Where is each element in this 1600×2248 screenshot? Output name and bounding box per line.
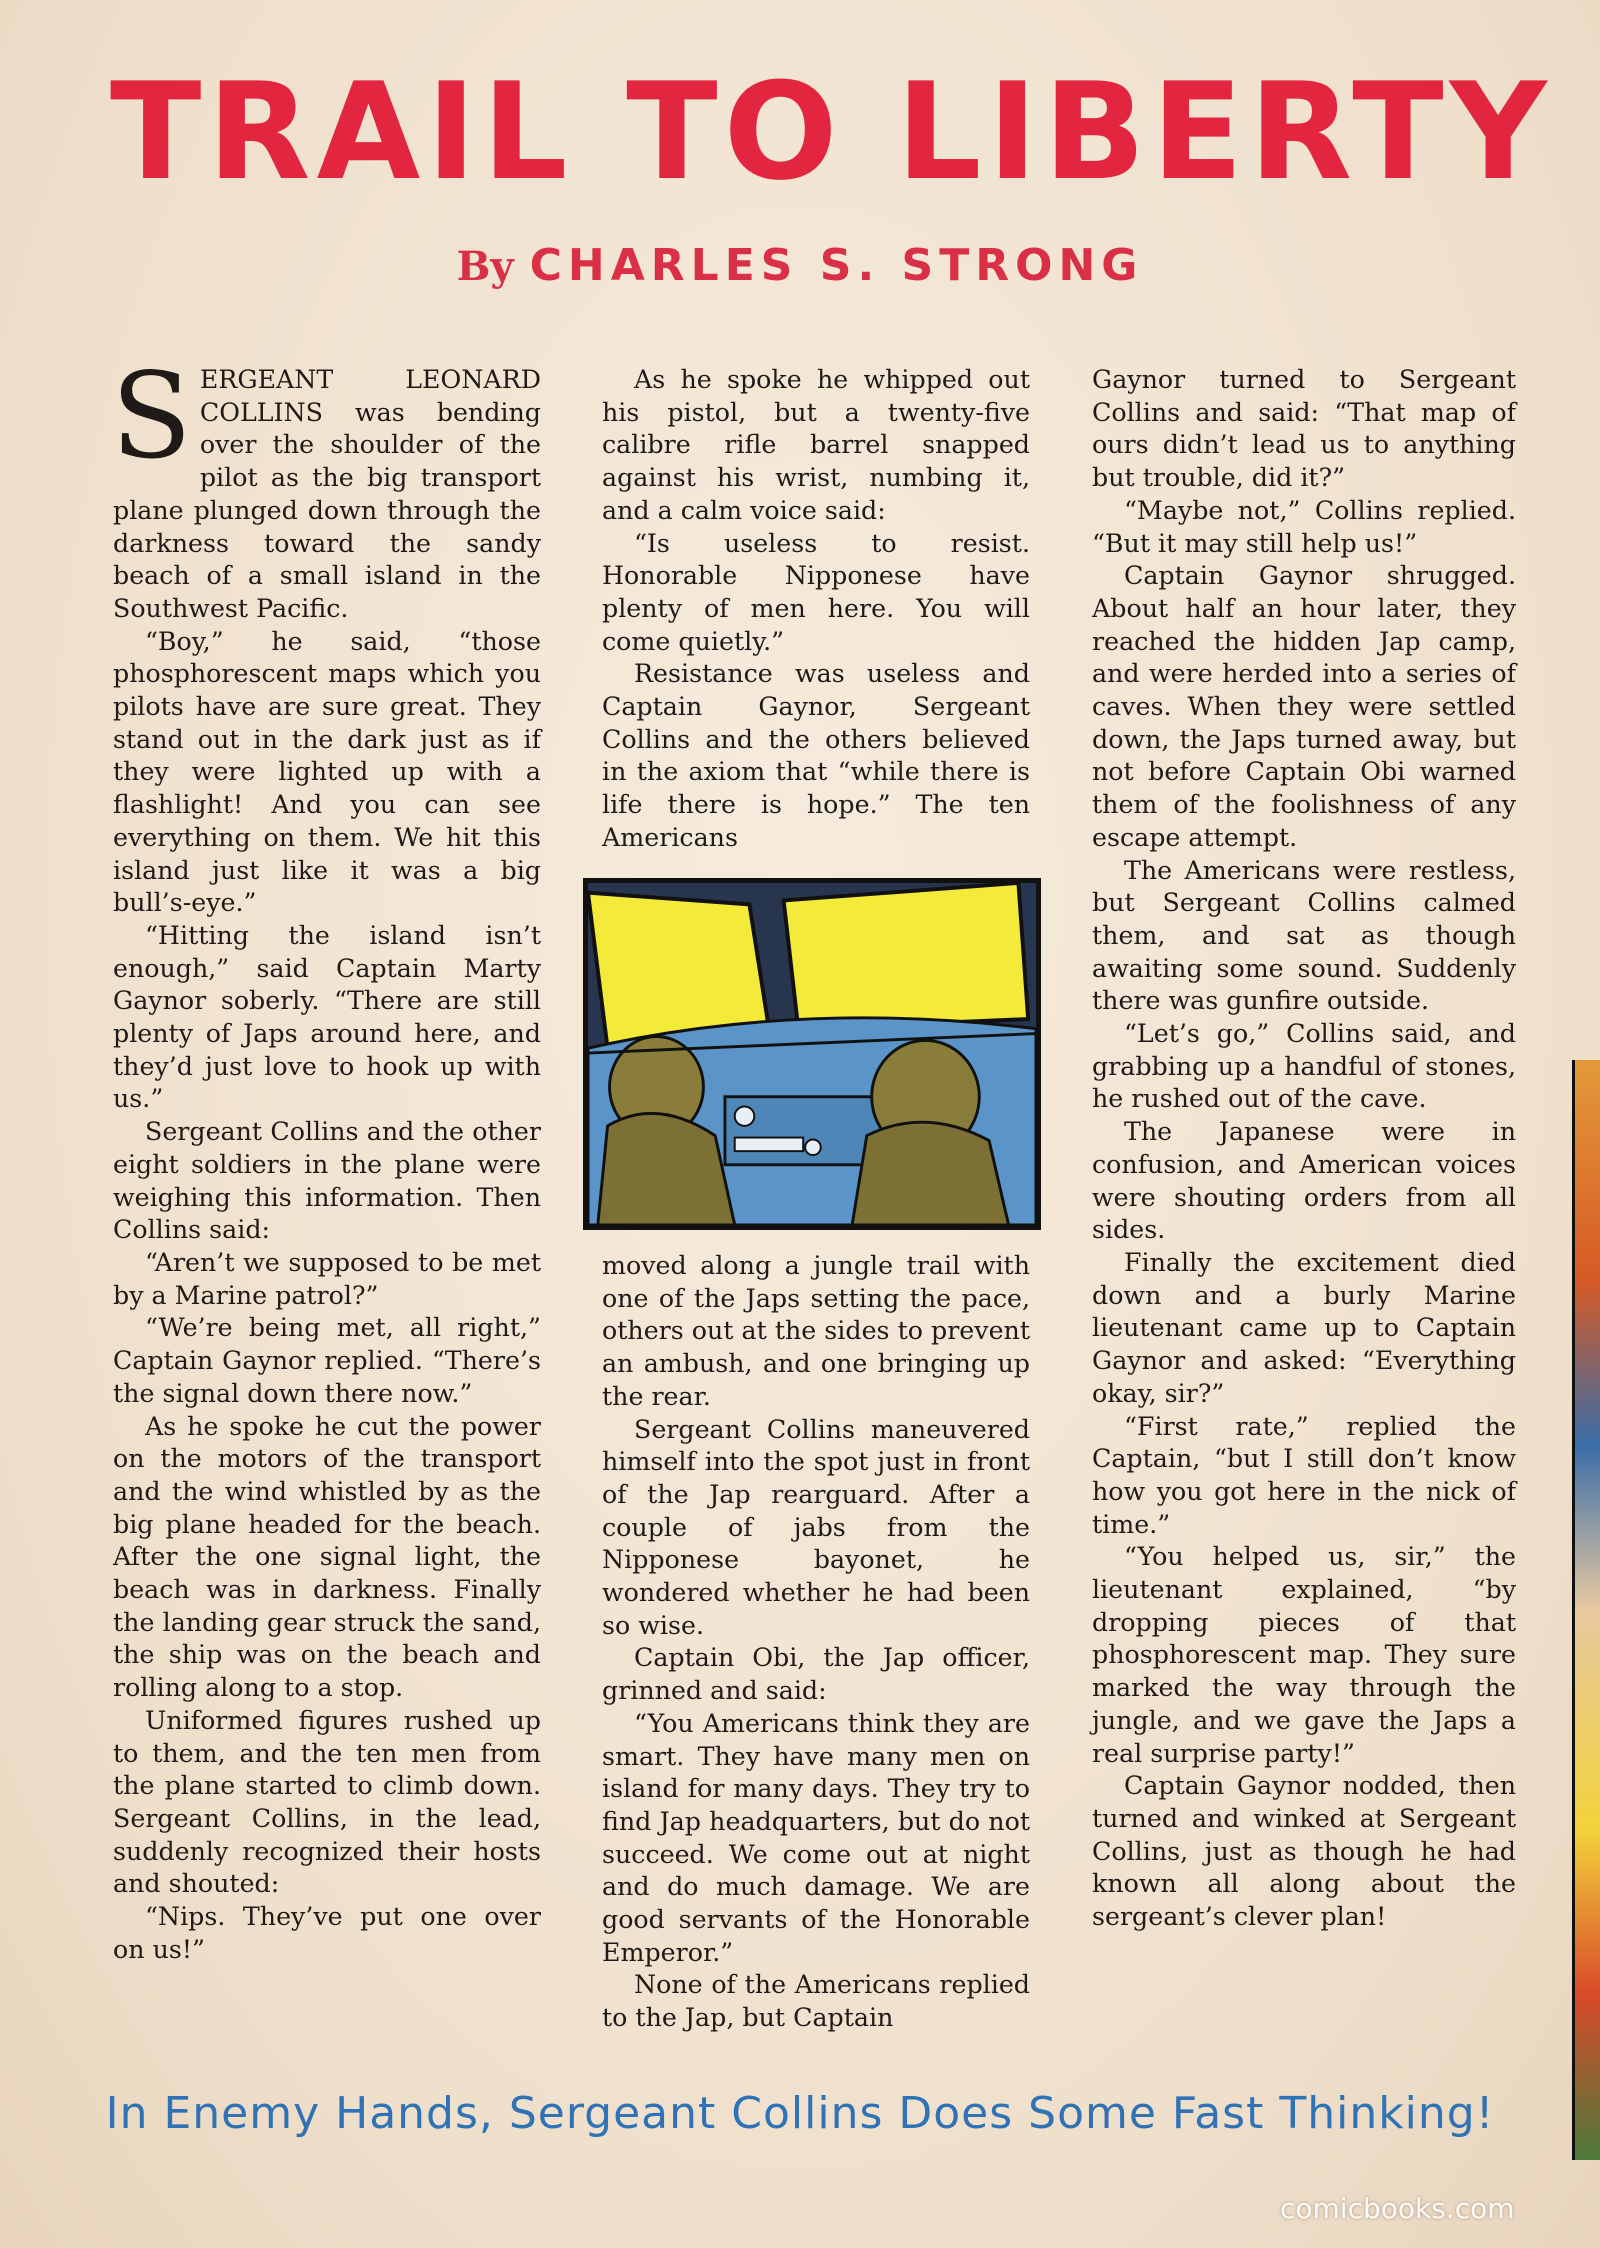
cockpit-illustration (583, 878, 1041, 1230)
column-2-continuation (602, 1250, 1030, 2035)
paragraph: “Maybe not,” Collins replied. “But it may still help us!” (1092, 495, 1516, 558)
paragraph: Captain Obi, the Jap officer, grinned and said: (602, 1643, 1030, 1706)
byline-prefix: By (456, 243, 514, 290)
teaser-caption: In Enemy Hands, Sergeant Collins Does Some Fast Thinking! (105, 2088, 1495, 2139)
paragraph: None of the Americans replied to the Jap, but Captain (602, 1970, 1030, 2033)
paragraph: “Let’s go,” Collins said, and grabbing up a handful of stones, he rushed out of the cave. (1092, 1019, 1516, 1114)
paragraph (111, 347, 541, 626)
paragraph: Resistance was useless and Captain Gaynor, Sergeant Collins and the others believed in the axiom that “while there is life there is hope.” The ten Americans (602, 659, 1030, 852)
paragraph: Captain Gaynor shrugged. About half an hour later, they reached the hidden Jap camp, and were herded into a series of caves. When they were settled down, the Japs turned away, but not before Captain Obi warned them of the foolishness of any escape attempt. (1092, 561, 1516, 852)
paragraph: Uniformed figures rushed up to them, and the ten men from the plane started to climb down. Sergeant Collins, in the lead, suddenly recognized their hosts and shouted: (113, 1705, 541, 1899)
text-column-3 (1092, 364, 1516, 1934)
story-title: TRAIL TO LIBERTY (110, 54, 1553, 210)
text-column-1 (111, 347, 541, 1966)
paragraph: Captain Gaynor nodded, then turned and winked at Sergeant Collins, just as though he had known all along about the sergeant’s clever plan! (1092, 1771, 1516, 1932)
cockpit-drawing (588, 883, 1036, 1225)
paragraph: “Hitting the island isn’t enough,” said Captain Marty Gaynor soberly. “There are still plenty of Japs around here, and they’d just love to hook up with us.” (113, 920, 541, 1114)
paragraph: Finally the excitement died down and a burly Marine lieutenant came up to Captain Gaynor and asked: “Everything okay, sir?” (1092, 1247, 1516, 1408)
paragraph: “Is useless to resist. Honorable Nipponese have plenty of men here. You will come quietly.” (602, 528, 1030, 656)
drop-cap: S (111, 347, 192, 485)
paragraph: moved along a jungle trail with one of the Japs setting the pace, others out at the sides to prevent an ambush, and one bringing up the rear. (602, 1251, 1030, 1411)
byline (0, 240, 1600, 291)
paragraph: “First rate,” replied the Captain, “but I still don’t know how you got here in the nick of time.” (1092, 1411, 1516, 1539)
paragraph-text: ERGEANT LEONARD COLLINS was bending over the shoulder of the pilot as the big transport plane plunged down through the darkness toward the sandy beach of a small island in the Southwest Pacific. (113, 365, 541, 623)
paragraph: “We’re being met, all right,” Captain Gaynor replied. “There’s the signal down there now.” (113, 1313, 541, 1408)
watermark: comicbooks.com (1280, 2192, 1515, 2225)
paragraph: “You helped us, sir,” the lieutenant explained, “by dropping pieces of that phosphorescent map. They sure marked the way through the jungle, and we gave the Japs a real surprise party!” (1092, 1542, 1516, 1768)
paragraph: “You Americans think they are smart. They have many men on island for many days. They try to find Jap headquarters, but do not succeed. We come out at night and do much damage. We are good servants of the Honorable Emperor.” (602, 1708, 1030, 1967)
paragraph: Sergeant Collins maneuvered himself into the spot just in front of the Jap rearguard. After a couple of jabs from the Nipponese bayonet, he wondered whether he had been so wise. (602, 1414, 1030, 1640)
paragraph: The Americans were restless, but Sergeant Collins calmed them, and sat as though awaiting some sound. Suddenly there was gunfire outside. (1092, 855, 1516, 1016)
text-column-2 (602, 364, 1030, 2033)
paragraph: “Nips. They’ve put one over on us!” (113, 1902, 541, 1964)
paragraph: As he spoke he cut the power on the motors of the transport and the wind whistled by as the big plane headed for the beach. After the one signal light, the beach was in darkness. Finally the landing gear struck the sand, the ship was on the beach and rolling along to a stop. (113, 1411, 541, 1703)
paragraph: The Japanese were in confusion, and American voices were shouting orders from all sides. (1092, 1117, 1516, 1245)
paragraph: As he spoke he whipped out his pistol, but a twenty-five calibre rifle barrel snapped against his wrist, numbing it, and a calm voice said: (602, 365, 1030, 525)
paragraph: Gaynor turned to Sergeant Collins and said: “That map of ours didn’t lead us to anything but trouble, did it?” (1092, 365, 1516, 493)
adjacent-page-edge (1572, 1060, 1600, 2160)
paragraph: “Aren’t we supposed to be met by a Marine patrol?” (113, 1247, 541, 1310)
author-name: CHARLES S. STRONG (529, 240, 1144, 291)
paragraph: Sergeant Collins and the other eight soldiers in the plane were weighing this information. Then Collins said: (113, 1117, 541, 1245)
paragraph: “Boy,” he said, “those phosphorescent maps which you pilots have are sure great. They stand out in the dark just as if they were lighted up with a flashlight! And you can see everything on them. We hit this island just like it was a big bull’s-eye.” (113, 626, 541, 918)
